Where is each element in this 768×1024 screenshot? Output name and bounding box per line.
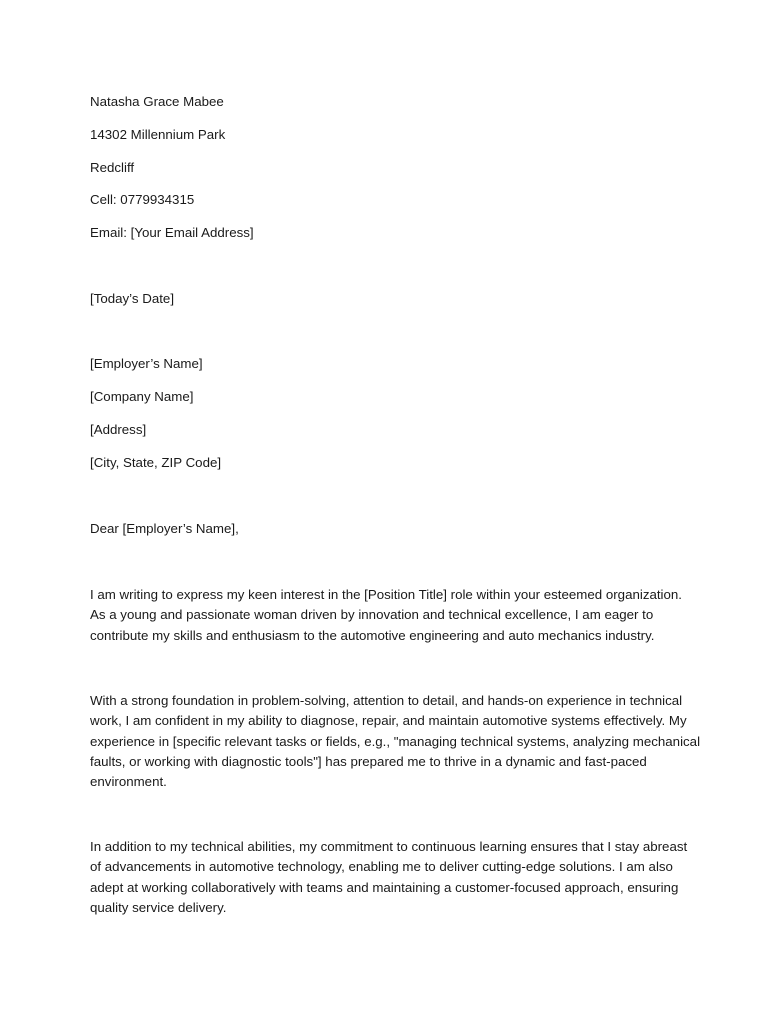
paragraph-line: contribute my skills and enthusiasm to the automotive engineering and auto mechanics industry. [90,627,655,643]
body-paragraph-2 [90,691,701,792]
paragraph-line: work, I am confident in my ability to diagnose, repair, and maintain automotive systems effectively. My [90,713,687,729]
body-paragraph-3 [90,837,690,918]
recipient-address: [Address] [90,422,147,437]
recipient-employer: [Employer’s Name] [90,356,203,371]
sender-email: Email: [Your Email Address] [90,225,254,240]
recipient-company: [Company Name] [90,389,194,404]
recipient-city-state-zip: [City, State, ZIP Code] [90,455,222,470]
paragraph-line: I am writing to express my keen interest in the [Position Title] role within your esteemed organization. [90,587,682,602]
body-paragraph-1 [90,585,690,646]
sender-cell: Cell: 0779934315 [90,192,195,207]
paragraph-line: experience in [specific relevant tasks or fields, e.g., "managing technical systems, analyzing mechanical [90,733,701,749]
paragraph-line: In addition to my technical abilities, my commitment to continuous learning ensures that I stay abreast [90,839,688,854]
paragraph-line: environment. [90,774,167,790]
paragraph-line: of advancements in automotive technology, enabling me to deliver cutting-edge solutions. I am also [90,859,673,875]
paragraph-line: adept at working collaboratively with teams and maintaining a customer-focused approach, ensuring [90,879,679,895]
paragraph-line: With a strong foundation in problem-solving, attention to detail, and hands-on experience in technical [90,693,683,708]
paragraph-line: quality service delivery. [90,899,227,915]
paragraph-line: faults, or working with diagnostic tools"] has prepared me to thrive in a dynamic and fast-paced [90,753,647,769]
sender-street: 14302 Millennium Park [90,127,226,142]
sender-city: Redcliff [90,160,135,175]
sender-name: Natasha Grace Mabee [90,94,224,109]
letter-date: [Today’s Date] [90,291,175,306]
paragraph-line: As a young and passionate woman driven by innovation and technical excellence, I am eager to [90,607,654,623]
salutation: Dear [Employer’s Name], [90,521,239,536]
